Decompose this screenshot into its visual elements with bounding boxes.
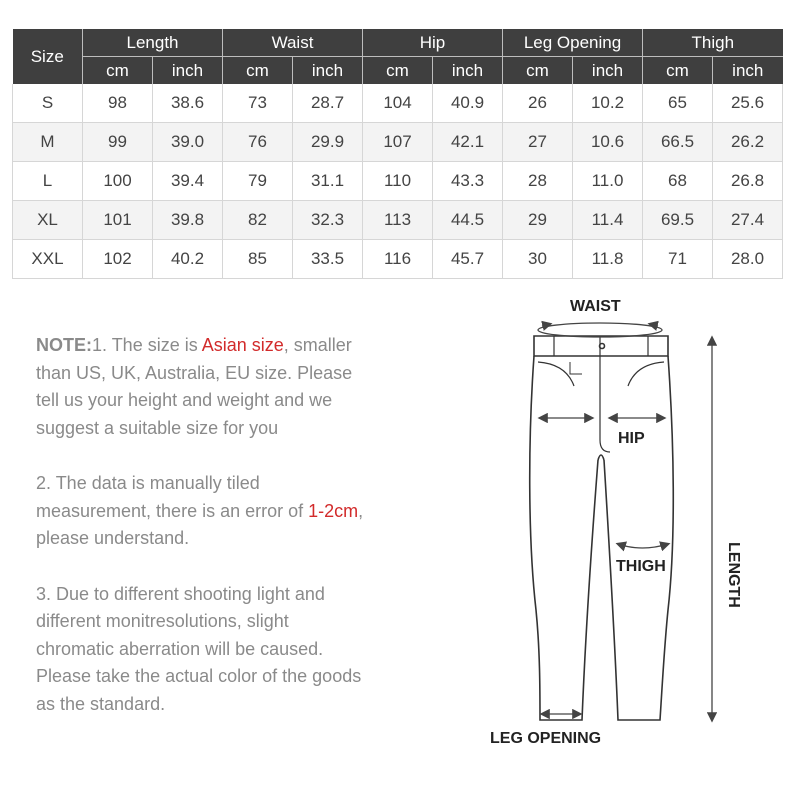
measurement-cell: 40.2	[153, 240, 223, 279]
measurement-cell: 76	[223, 123, 293, 162]
size-column-header: Size	[13, 29, 83, 84]
measurement-cell: 79	[223, 162, 293, 201]
measurement-cell: 107	[363, 123, 433, 162]
measurement-cell: 28.7	[293, 84, 363, 123]
measurement-cell: 38.6	[153, 84, 223, 123]
table-row	[13, 240, 783, 279]
note-2-text: 2. The data is manually tiled measurement, there is an error of	[36, 473, 309, 521]
group-header-thigh: Thigh	[643, 29, 783, 57]
size-table-body	[13, 84, 783, 279]
unit-header: cm	[83, 57, 153, 85]
measurement-cell: 33.5	[293, 240, 363, 279]
unit-header: inch	[573, 57, 643, 85]
unit-header: cm	[503, 57, 573, 85]
measurement-cell: 11.8	[573, 240, 643, 279]
measurement-cell: 39.8	[153, 201, 223, 240]
measurement-cell: 26	[503, 84, 573, 123]
measurement-cell: 30	[503, 240, 573, 279]
group-header-waist: Waist	[223, 29, 363, 57]
size-cell: S	[13, 84, 83, 123]
measurement-cell: 65	[643, 84, 713, 123]
unit-header: inch	[153, 57, 223, 85]
pants-measurement-diagram	[470, 290, 780, 760]
note-2-highlight: 1-2cm	[308, 500, 359, 521]
size-cell: L	[13, 162, 83, 201]
size-cell: XL	[13, 201, 83, 240]
measurement-cell: 68	[643, 162, 713, 201]
measurement-cell: 40.9	[433, 84, 503, 123]
unit-header: inch	[713, 57, 783, 85]
measurement-cell: 28.0	[713, 240, 783, 279]
measurement-cell: 116	[363, 240, 433, 279]
measurement-cell: 31.1	[293, 162, 363, 201]
measurement-cell: 99	[83, 123, 153, 162]
note-1-highlight: Asian size	[201, 335, 284, 355]
measurement-cell: 44.5	[433, 201, 503, 240]
measurement-cell: 27.4	[713, 201, 783, 240]
measurement-cell: 71	[643, 240, 713, 279]
unit-header: cm	[643, 57, 713, 85]
measurement-cell: 26.2	[713, 123, 783, 162]
measurement-cell: 110	[363, 162, 433, 201]
pants-outline-icon	[470, 290, 780, 760]
note-1	[36, 332, 366, 442]
unit-header: cm	[223, 57, 293, 85]
group-header-leg-opening: Leg Opening	[503, 29, 643, 57]
hip-label: HIP	[618, 430, 645, 447]
measurement-cell: 85	[223, 240, 293, 279]
measurement-cell: 39.4	[153, 162, 223, 201]
note-3: 3. Due to different shooting light and different monitresolutions, slight chromatic aberration will be caused. Please take the actual color of the goods as the standard.	[36, 583, 362, 714]
note-1-text: 1. The size is	[92, 335, 202, 355]
group-header-hip: Hip	[363, 29, 503, 57]
measurement-cell: 45.7	[433, 240, 503, 279]
thigh-label: THIGH	[616, 558, 666, 575]
measurement-cell: 10.2	[573, 84, 643, 123]
measurement-cell: 101	[83, 201, 153, 240]
note-2-text-rest: , please understand.	[36, 500, 364, 548]
leg-opening-label: LEG OPENING	[490, 730, 602, 747]
unit-header: inch	[433, 57, 503, 85]
table-row	[13, 162, 783, 201]
measurement-cell: 100	[83, 162, 153, 201]
table-row	[13, 84, 783, 123]
measurement-cell: 73	[223, 84, 293, 123]
measurement-cell: 39.0	[153, 123, 223, 162]
measurement-cell: 29.9	[293, 123, 363, 162]
waist-label: WAIST	[570, 298, 621, 315]
unit-header: inch	[293, 57, 363, 85]
measurement-cell: 25.6	[713, 84, 783, 123]
measurement-cell: 28	[503, 162, 573, 201]
measurement-cell: 42.1	[433, 123, 503, 162]
table-row	[13, 201, 783, 240]
measurement-cell: 69.5	[643, 201, 713, 240]
note-label: NOTE:	[36, 335, 92, 355]
notes-section	[36, 332, 366, 746]
note-2	[36, 470, 366, 553]
measurement-cell: 82	[223, 201, 293, 240]
measurement-cell: 11.0	[573, 162, 643, 201]
measurement-cell: 98	[83, 84, 153, 123]
size-table	[12, 29, 783, 279]
note-1-text-rest: , smaller than US, UK, Australia, EU size. Please tell us your height and weight and we suggest a suitable size for you	[36, 335, 353, 438]
measurement-cell: 104	[363, 84, 433, 123]
table-row	[13, 123, 783, 162]
size-cell: XXL	[13, 240, 83, 279]
group-header-length: Length	[83, 29, 223, 57]
measurement-cell: 102	[83, 240, 153, 279]
size-cell: M	[13, 123, 83, 162]
measurement-cell: 11.4	[573, 201, 643, 240]
measurement-cell: 43.3	[433, 162, 503, 201]
unit-header: cm	[363, 57, 433, 85]
measurement-cell: 27	[503, 123, 573, 162]
measurement-cell: 32.3	[293, 201, 363, 240]
measurement-cell: 29	[503, 201, 573, 240]
measurement-cell: 26.8	[713, 162, 783, 201]
measurement-cell: 66.5	[643, 123, 713, 162]
measurement-cell: 113	[363, 201, 433, 240]
length-label: LENGTH	[725, 542, 742, 608]
measurement-cell: 10.6	[573, 123, 643, 162]
